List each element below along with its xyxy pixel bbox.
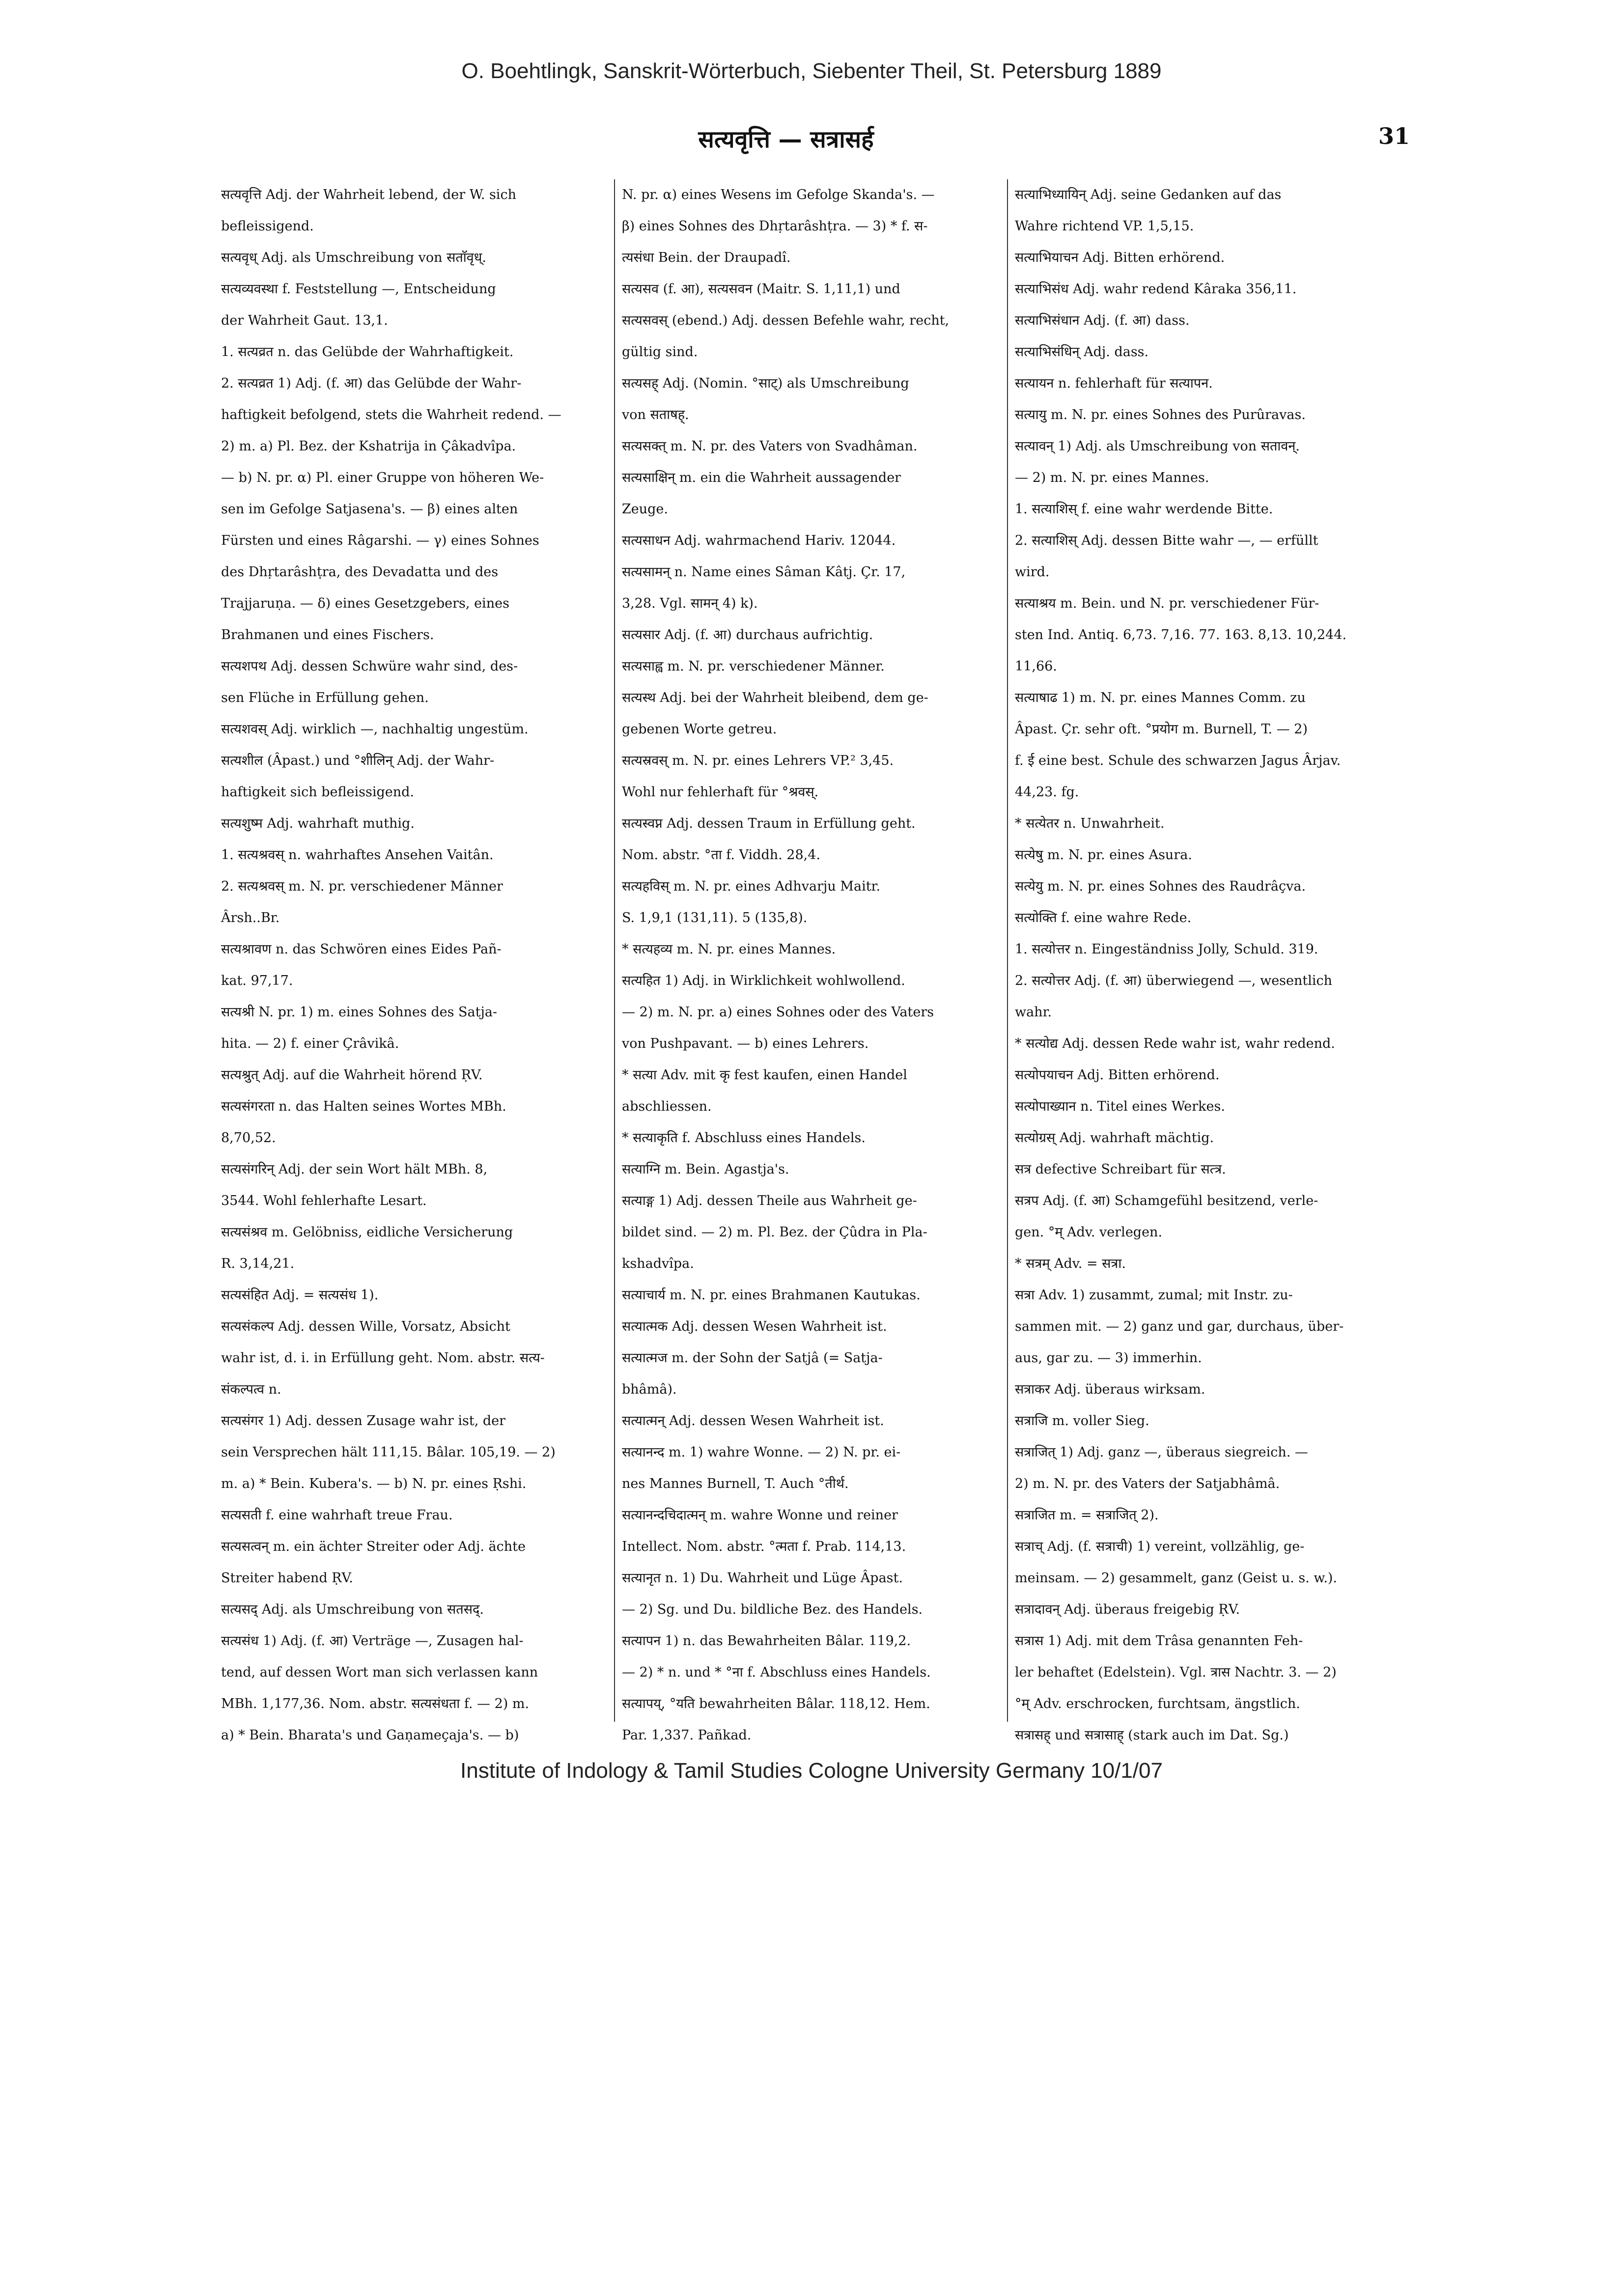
page-number: 31 <box>1378 123 1410 149</box>
entry-line: 1. सत्यश्रवस् n. wahrhaftes Ansehen Vaitân. <box>221 847 494 863</box>
entry-line: सत्यसंश्रव m. Gelöbniss, eidliche Versicherung <box>221 1225 513 1240</box>
entry-line: sein Versprechen hält 111,15. Bâlar. 105,19. — 2) <box>221 1445 556 1460</box>
entry-line: सत्यसक्त् m. N. pr. des Vaters von Svadhâman. <box>622 439 918 454</box>
entry-line: 2. सत्यव्रत 1) Adj. (f. आ) das Gelübde der Wahr- <box>221 376 522 391</box>
entry-line: Fürsten und eines Râgarshi. — γ) eines Sohnes <box>221 533 539 548</box>
entry-line: von Pushpavant. — b) eines Lehrers. <box>622 1036 869 1051</box>
entry-line: सत्यात्मज m. der Sohn der Satjâ (= Satja- <box>622 1350 883 1366</box>
entry-line: wird. <box>1015 564 1050 580</box>
entry-line: सत्येयु m. N. pr. eines Sohnes des Raudrâçva. <box>1015 879 1306 894</box>
entry-line: सत्योपाख्यान n. Titel eines Werkes. <box>1015 1099 1225 1114</box>
entry-line: meinsam. — 2) gesammelt, ganz (Geist u. s. w.). <box>1015 1570 1338 1586</box>
entry-line: nes Mannes Burnell, T. Auch °तीर्थ. <box>622 1476 849 1491</box>
entry-line: सत्यात्मन् Adj. dessen Wesen Wahrheit ist. <box>622 1413 884 1428</box>
entry-line: सत्यसद् Adj. als Umschreibung von सतसद्. <box>221 1602 484 1617</box>
entry-line: सत्राकर Adj. überaus wirksam. <box>1015 1382 1205 1397</box>
entry-line: Wahre richtend VP. 1,5,15. <box>1015 219 1194 234</box>
entry-line: सत्याभिसंध Adj. wahr redend Kâraka 356,11. <box>1015 281 1297 297</box>
entry-line: 3,28. Vgl. सामन् 4) k). <box>622 596 758 611</box>
entry-line: सत्यश्रुत् Adj. auf die Wahrheit hörend ṚV. <box>221 1067 483 1083</box>
entry-line: — 2) m. N. pr. eines Mannes. <box>1015 470 1209 485</box>
entry-line: kshadvîpa. <box>622 1256 694 1271</box>
entry-line: सत्यसंगरता n. das Halten seines Wortes MBh. <box>221 1099 506 1114</box>
entry-line: सत्याग्नि m. Bein. Agastja's. <box>622 1162 789 1177</box>
entry-line: Par. 1,337. Pañkad. <box>622 1728 752 1743</box>
entry-line: सत्यवृध् Adj. als Umschreibung von सताॅवृध्. <box>221 250 486 265</box>
entry-line: सत्यापय्, °यति bewahrheiten Bâlar. 118,12. Hem. <box>622 1696 930 1711</box>
entry-line: Trajjaruṇa. — δ) eines Gesetzgebers, eines <box>221 596 509 611</box>
entry-line: 2. सत्याशिस् Adj. dessen Bitte wahr —, — erfüllt <box>1015 533 1318 548</box>
entry-line: सत्याभिसंधान Adj. (f. आ) dass. <box>1015 313 1190 328</box>
entry-line: सत्राजित् 1) Adj. ganz —, überaus siegreich. — <box>1015 1445 1308 1460</box>
entry-line: 11,66. <box>1015 659 1057 674</box>
entry-line: सत्याषाढ 1) m. N. pr. eines Mannes Comm. zu <box>1015 690 1306 705</box>
entry-line: befleissigend. <box>221 219 314 234</box>
entry-line: Streiter habend ṚV. <box>221 1570 353 1586</box>
entry-line: सत्याचार्य m. N. pr. eines Brahmanen Kautukas. <box>622 1288 921 1303</box>
entry-line: m. a) * Bein. Kubera's. — b) N. pr. eines Ṛshi. <box>221 1476 527 1491</box>
entry-line: 3544. Wohl fehlerhafte Lesart. <box>221 1193 427 1208</box>
entry-line: सत्योग्रस् Adj. wahrhaft mächtig. <box>1015 1130 1214 1146</box>
entry-line: सत्यसामन् n. Name eines Sâman Kâtj. Çr. 17, <box>622 564 906 580</box>
entry-line: * सत्याकृति f. Abschluss eines Handels. <box>622 1130 866 1146</box>
entry-line: Nom. abstr. °ता f. Viddh. 28,4. <box>622 847 820 863</box>
footer-institution-line: Institute of Indology & Tamil Studies Cologne University Germany 10/1/07 <box>460 1759 1163 1783</box>
entry-line: त्यसंधा Bein. der Draupadî. <box>622 250 791 265</box>
entry-line: N. pr. α) eines Wesens im Gefolge Skanda's. — <box>622 187 935 202</box>
entry-line: सत्याभिसंधिन् Adj. dass. <box>1015 344 1149 360</box>
entry-line: — 2) m. N. pr. a) eines Sohnes oder des Vaters <box>622 1005 934 1020</box>
entry-line: sten Ind. Antiq. 6,73. 7,16. 77. 163. 8,13. 10,244. <box>1015 627 1347 643</box>
entry-line: सत्यसव (f. आ), सत्यसवन (Maitr. S. 1,11,1) und <box>622 281 900 297</box>
entry-line: °म् Adv. erschrocken, furchtsam, ängstlich. <box>1015 1696 1300 1711</box>
entry-line: wahr ist, d. i. in Erfüllung geht. Nom. abstr. सत्य- <box>221 1350 545 1366</box>
entry-line: सत्यसाह्व m. N. pr. verschiedener Männer. <box>622 659 885 674</box>
entry-line: 44,23. fg. <box>1015 784 1079 800</box>
entry-line: 2. सत्योत्तर Adj. (f. आ) überwiegend —, wesentlich <box>1015 973 1333 988</box>
entry-line: सत्रास 1) Adj. mit dem Trâsa genannten Feh- <box>1015 1633 1303 1649</box>
entry-line: Ârsh..Br. <box>221 910 280 925</box>
entry-line: des Dhṛtarâshṭra, des Devadatta und des <box>221 564 499 580</box>
entry-line: gebenen Worte getreu. <box>622 722 777 737</box>
entry-line: सत्यावन् 1) Adj. als Umschreibung von सतावन्. <box>1015 439 1300 454</box>
entry-line: 8,70,52. <box>221 1130 276 1146</box>
entry-line: der Wahrheit Gaut. 13,1. <box>221 313 388 328</box>
entry-line: सत्यस्वप्न Adj. dessen Traum in Erfüllung geht. <box>622 816 916 831</box>
entry-line: सत्यव्यवस्था f. Feststellung —, Entscheidung <box>221 281 496 297</box>
entry-line: सत्यायन n. fehlerhaft für सत्यापन. <box>1015 376 1213 391</box>
entry-line: सत्राजि m. voller Sieg. <box>1015 1413 1149 1428</box>
entry-line: सत्यायु m. N. pr. eines Sohnes des Purûravas. <box>1015 407 1306 422</box>
entry-line: — b) N. pr. α) Pl. einer Gruppe von höheren We- <box>221 470 544 485</box>
entry-line: tend, auf dessen Wort man sich verlassen kann <box>221 1665 538 1680</box>
entry-line: Brahmanen und eines Fischers. <box>221 627 434 643</box>
entry-line: सत्यस्थ Adj. bei der Wahrheit bleibend, dem ge- <box>622 690 928 705</box>
entry-line: Intellect. Nom. abstr. °त्मता f. Prab. 114,13. <box>622 1539 906 1554</box>
entry-line: S. 1,9,1 (131,11). 5 (135,8). <box>622 910 808 925</box>
entry-line: सत्यहविस् m. N. pr. eines Adhvarju Maitr. <box>622 879 881 894</box>
entry-line: सत्याश्रय m. Bein. und N. pr. verschiedener Für- <box>1015 596 1319 611</box>
entry-line: hita. — 2) f. einer Çrâvikâ. <box>221 1036 399 1051</box>
entry-line: सत्याङ्ग 1) Adj. dessen Theile aus Wahrheit ge- <box>622 1193 917 1208</box>
entry-line: Âpast. Çr. sehr oft. °प्रयोग m. Burnell, T. — 2) <box>1015 722 1308 737</box>
entry-line: सत्यसार Adj. (f. आ) durchaus aufrichtig. <box>622 627 873 643</box>
entry-line: सत्यसंध 1) Adj. (f. आ) Verträge —, Zusagen hal- <box>221 1633 524 1649</box>
entry-line: von सताषह्. <box>622 407 689 422</box>
entry-line: haftigkeit befolgend, stets die Wahrheit redend. — <box>221 407 561 422</box>
entry-line: सत्रासह् und सत्रासाह् (stark auch im Dat. Sg.) <box>1015 1728 1289 1743</box>
entry-line: सत्रादावन् Adj. überaus freigebig ṚV. <box>1015 1602 1240 1617</box>
entry-line: सत्यसंगर 1) Adj. dessen Zusage wahr ist, der <box>221 1413 506 1428</box>
entry-line: 2. सत्यश्रवस् m. N. pr. verschiedener Männer <box>221 879 503 894</box>
entry-line: kat. 97,17. <box>221 973 293 988</box>
entry-line: सत्रा Adv. 1) zusammt, zumal; mit Instr. zu- <box>1015 1288 1293 1303</box>
entry-line: Zeuge. <box>622 502 668 517</box>
entry-line: sen im Gefolge Satjasena's. — β) eines alten <box>221 502 518 517</box>
entry-line: सत्यसाधन Adj. wahrmachend Hariv. 12044. <box>622 533 896 548</box>
dictionary-column-left <box>221 179 604 1743</box>
entry-line: सत्याभियाचन Adj. Bitten erhörend. <box>1015 250 1225 265</box>
entry-line: सत्यानन्दचिदात्मन् m. wahre Wonne und reiner <box>622 1508 898 1523</box>
entry-line: सत्यसह् Adj. (Nomin. °साट्) als Umschreibung <box>622 376 909 391</box>
entry-line: सत्यशपथ Adj. dessen Schwüre wahr sind, des- <box>221 659 518 674</box>
entry-line: सत्यशुष्म Adj. wahrhaft muthig. <box>221 816 415 831</box>
entry-line: sammen mit. — 2) ganz und gar, durchaus, über- <box>1015 1319 1344 1334</box>
entry-line: सत्यात्मक Adj. dessen Wesen Wahrheit ist. <box>622 1319 887 1334</box>
entry-line: ler behaftet (Edelstein). Vgl. त्रास Nachtr. 3. — 2) <box>1015 1665 1337 1680</box>
entry-line: — 2) * n. und * °ना f. Abschluss eines Handels. <box>622 1665 931 1680</box>
entry-line: सत्यश्री N. pr. 1) m. eines Sohnes des Satja- <box>221 1005 498 1020</box>
entry-line: aus, gar zu. — 3) immerhin. <box>1015 1350 1202 1366</box>
entry-line: * सत्योद्य Adj. dessen Rede wahr ist, wahr redend. <box>1015 1036 1335 1051</box>
entry-line: सत्यसती f. eine wahrhaft treue Frau. <box>221 1508 453 1523</box>
entry-line: MBh. 1,177,36. Nom. abstr. सत्यसंधता f. — 2) m. <box>221 1696 530 1711</box>
entry-line: 1. सत्योत्तर n. Eingeständniss Jolly, Schuld. 319. <box>1015 942 1318 957</box>
entry-line: abschliessen. <box>622 1099 712 1114</box>
entry-line: सत्यहित 1) Adj. in Wirklichkeit wohlwollend. <box>622 973 905 988</box>
entry-line: सत्यसंगरिन् Adj. der sein Wort hält MBh. 8, <box>221 1162 488 1177</box>
entry-line: gültig sind. <box>622 344 698 360</box>
entry-line: bildet sind. — 2) m. Pl. Bez. der Çûdra in Pla- <box>622 1225 927 1240</box>
entry-line: * सत्येतर n. Unwahrheit. <box>1015 816 1165 831</box>
entry-line: 1. सत्यव्रत n. das Gelübde der Wahrhaftigkeit. <box>221 344 514 360</box>
entry-line: * सत्रम् Adv. = सत्रा. <box>1015 1256 1126 1271</box>
entry-line: 2) m. N. pr. des Vaters der Satjabhâmâ. <box>1015 1476 1280 1491</box>
source-citation-line: O. Boehtlingk, Sanskrit-Wörterbuch, Siebenter Theil, St. Petersburg 1889 <box>461 59 1162 83</box>
entry-line: सत्योपयाचन Adj. Bitten erhörend. <box>1015 1067 1220 1083</box>
entry-line: सत्यसत्वन् m. ein ächter Streiter oder Adj. ächte <box>221 1539 526 1554</box>
entry-line: — 2) Sg. und Du. bildliche Bez. des Handels. <box>622 1602 923 1617</box>
entry-line: सत्यानृत n. 1) Du. Wahrheit und Lüge Âpast. <box>622 1570 903 1586</box>
entry-line: a) * Bein. Bharata's und Gaṇameçaja's. — b) <box>221 1728 519 1743</box>
entry-line: sen Flüche in Erfüllung gehen. <box>221 690 429 705</box>
entry-line: haftigkeit sich befleissigend. <box>221 784 414 800</box>
entry-line: f. ई eine best. Schule des schwarzen Jagus Ârjav. <box>1015 753 1341 768</box>
entry-line: सत्यापन 1) n. das Bewahrheiten Bâlar. 119,2. <box>622 1633 911 1649</box>
entry-line: सत्यसवस् (ebend.) Adj. dessen Befehle wahr, recht, <box>622 313 950 328</box>
dictionary-column-right <box>1007 179 1408 1743</box>
entry-line: Wohl nur fehlerhaft für °श्रवस्. <box>622 784 819 800</box>
entry-line: सत्यवृत्ति Adj. der Wahrheit lebend, der W. sich <box>221 187 516 202</box>
entry-line: सत्यशवस् Adj. wirklich —, nachhaltig ungestüm. <box>221 722 529 737</box>
entry-line: सत्यसाक्षिन् m. ein die Wahrheit aussagender <box>622 470 901 485</box>
entry-line: सत्यस्रवस् m. N. pr. eines Lehrers VP.² 3,45. <box>622 753 894 768</box>
entry-line: संकल्पत्व n. <box>221 1382 281 1397</box>
entry-line: सत्यसंहित Adj. = सत्यसंध 1). <box>221 1288 379 1303</box>
entry-line: सत्यानन्द m. 1) wahre Wonne. — 2) N. pr. ei- <box>622 1445 901 1460</box>
entry-line: सत्यसंकल्प Adj. dessen Wille, Vorsatz, Absicht <box>221 1319 510 1334</box>
entry-line: सत्राच् Adj. (f. सत्राची) 1) vereint, vollzählig, ge- <box>1015 1539 1305 1554</box>
entry-line: सत्र defective Schreibart für सत्त्र. <box>1015 1162 1226 1177</box>
entry-line: सत्याभिध्यायिन् Adj. seine Gedanken auf das <box>1015 187 1282 202</box>
entry-line: R. 3,14,21. <box>221 1256 295 1271</box>
entry-line: * सत्या Adv. mit कृ fest kaufen, einen Handel <box>622 1067 907 1083</box>
entry-line: सत्यशील (Âpast.) und °शीलिन् Adj. der Wahr- <box>221 753 495 768</box>
entry-line: 1. सत्याशिस् f. eine wahr werdende Bitte. <box>1015 502 1273 517</box>
entry-line: wahr. <box>1015 1005 1052 1020</box>
entry-line: * सत्यहव्य m. N. pr. eines Mannes. <box>622 942 836 957</box>
entry-line: 2) m. a) Pl. Bez. der Kshatrija in Çâkadvîpa. <box>221 439 516 454</box>
entry-line: gen. °म् Adv. verlegen. <box>1015 1225 1163 1240</box>
entry-line: सत्येषु m. N. pr. eines Asura. <box>1015 847 1192 863</box>
entry-line: सत्राजित m. = सत्राजित् 2). <box>1015 1508 1159 1523</box>
entry-line: सत्योक्ति f. eine wahre Rede. <box>1015 910 1192 925</box>
entry-line: β) eines Sohnes des Dhṛtarâshṭra. — 3) * f. स- <box>622 219 928 234</box>
entry-line: सत्रप Adj. (f. आ) Schamgefühl besitzend, verle- <box>1015 1193 1318 1208</box>
entry-line: सत्यश्रावण n. das Schwören eines Eides Pañ- <box>221 942 502 957</box>
page-title: सत्यवृत्ति — सत्रासर्ह <box>698 126 874 153</box>
dictionary-column-middle <box>614 179 1000 1743</box>
entry-line: bhâmâ). <box>622 1382 677 1397</box>
